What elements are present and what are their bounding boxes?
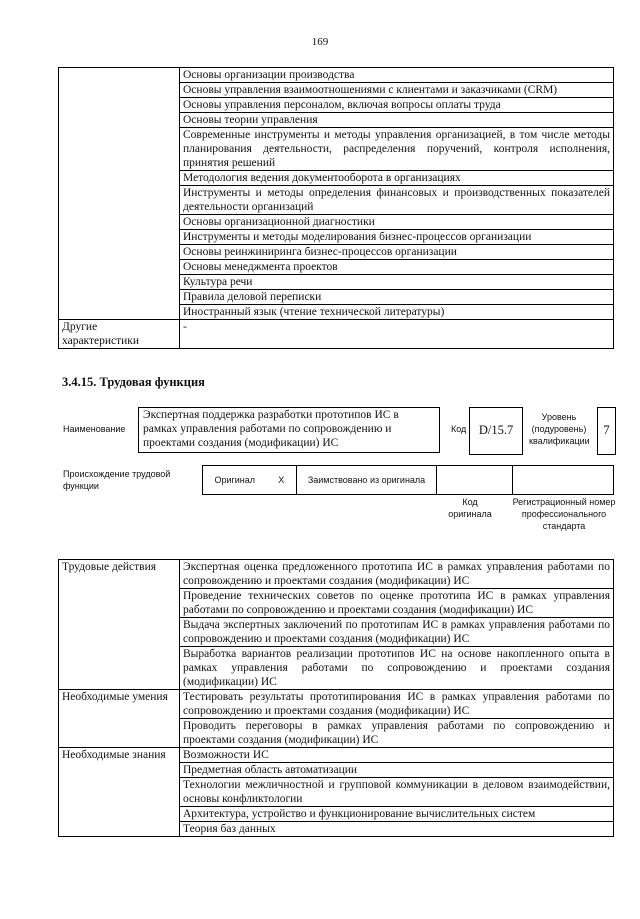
knowledge-item: Основы управления персоналом, включая вопросы оплаты труда xyxy=(180,98,614,113)
page-number: 169 xyxy=(311,36,329,48)
code-label: Код xyxy=(451,424,467,434)
code-value: D/15.7 xyxy=(478,423,514,437)
labor-action-item: Экспертная оценка предложенного прототипа ИС в рамках управления работами по сопровождению и проектами создания (модификации) ИС xyxy=(180,560,614,589)
labor-action-item: Проведение технических советов по оценке прототипа ИС в рамках управления работами по сопровождению и проектами создания (модификации) ИС xyxy=(180,589,614,618)
origin-table xyxy=(202,465,614,495)
table-row xyxy=(59,748,614,763)
labor-actions-label: Трудовые действия xyxy=(59,560,180,690)
registration-caption: Регистрационный номер профессионального стандарта xyxy=(512,497,616,531)
knowledge-item: Возможности ИС xyxy=(180,748,614,763)
knowledge-item: Инструменты и методы определения финансовых и производственных показателей деятельности организаций xyxy=(180,186,614,215)
knowledge-item: Основы организационной диагностики xyxy=(180,215,614,230)
knowledge-item: Основы управления взаимоотношениями с клиентами и заказчиками (CRM) xyxy=(180,83,614,98)
other-characteristics-label: Другие характеристики xyxy=(59,320,180,349)
registration-number-cell xyxy=(513,466,614,495)
knowledge-item: Предметная область автоматизации xyxy=(180,763,614,778)
level-label: Уровень (подуровень) квалификации xyxy=(529,412,590,446)
knowledge-item: Основы менеджмента проектов xyxy=(180,260,614,275)
knowledge-item: Основы организации производства xyxy=(180,68,614,83)
knowledge-item: Технологии межличностной и групповой коммуникации в деловом взаимодействии, основы конфликтологии xyxy=(180,778,614,807)
knowledge-item: Методология ведения документооборота в организациях xyxy=(180,171,614,186)
section-title: 3.4.15. Трудовая функция xyxy=(62,375,205,389)
original-mark: X xyxy=(267,466,297,495)
function-name-value: Экспертная поддержка разработки прототипов ИС в рамках управления работами по сопровождению и проектами создания (модификации) ИС xyxy=(143,409,399,449)
table-row xyxy=(59,320,614,349)
skills-label: Необходимые умения xyxy=(59,690,180,748)
knowledge-item: Правила деловой переписки xyxy=(180,290,614,305)
level-box xyxy=(597,407,616,455)
table-row xyxy=(59,690,614,719)
original-label: Оригинал xyxy=(203,466,267,495)
original-code-cell xyxy=(437,466,513,495)
knowledge-item: Теория баз данных xyxy=(180,822,614,837)
knowledge-continuation-table xyxy=(58,67,614,349)
skill-item: Проводить переговоры в рамках управления работами по сопровождению и проектами создания (модификации) ИС xyxy=(180,719,614,748)
knowledge-item: Основы реинжиниринга бизнес-процессов организации xyxy=(180,245,614,260)
knowledge-label: Необходимые знания xyxy=(59,748,180,837)
knowledge-item: Основы теории управления xyxy=(180,113,614,128)
skill-item: Тестировать результаты прототипирования ИС в рамках управления работами по сопровождению и проектами создания (модификации) ИС xyxy=(180,690,614,719)
other-characteristics-value: - xyxy=(180,320,614,349)
function-details-table xyxy=(58,559,614,837)
knowledge-item: Иностранный язык (чтение технической литературы) xyxy=(180,305,614,320)
name-label: Наименование xyxy=(63,424,126,434)
empty-label-cell xyxy=(59,68,180,320)
knowledge-item: Современные инструменты и методы управления организацией, в том числе методы планирования деятельности, распределения поручений, контроля исполнения, принятия решений xyxy=(180,128,614,171)
code-caption: Код оригинала xyxy=(448,497,492,519)
table-row xyxy=(59,68,614,83)
code-box xyxy=(469,407,523,455)
knowledge-item: Архитектура, устройство и функционирование вычислительных систем xyxy=(180,807,614,822)
level-value: 7 xyxy=(603,423,610,437)
labor-action-item: Выработка вариантов реализации прототипов ИС на основе накопленного опыта в рамках управления работами по сопровождению и проектами создания (модификации) ИС xyxy=(180,647,614,690)
origin-label: Происхождение трудовой функции xyxy=(63,469,171,491)
borrowed-label: Заимствовано из оригинала xyxy=(297,466,437,495)
table-row xyxy=(59,560,614,589)
knowledge-item: Инструменты и методы моделирования бизнес-процессов организации xyxy=(180,230,614,245)
function-name-box xyxy=(138,407,440,453)
table-row xyxy=(203,466,614,495)
labor-action-item: Выдача экспертных заключений по прототипам ИС в рамках управления работами по сопровождению и проектами создания (модификации) ИС xyxy=(180,618,614,647)
knowledge-item: Культура речи xyxy=(180,275,614,290)
